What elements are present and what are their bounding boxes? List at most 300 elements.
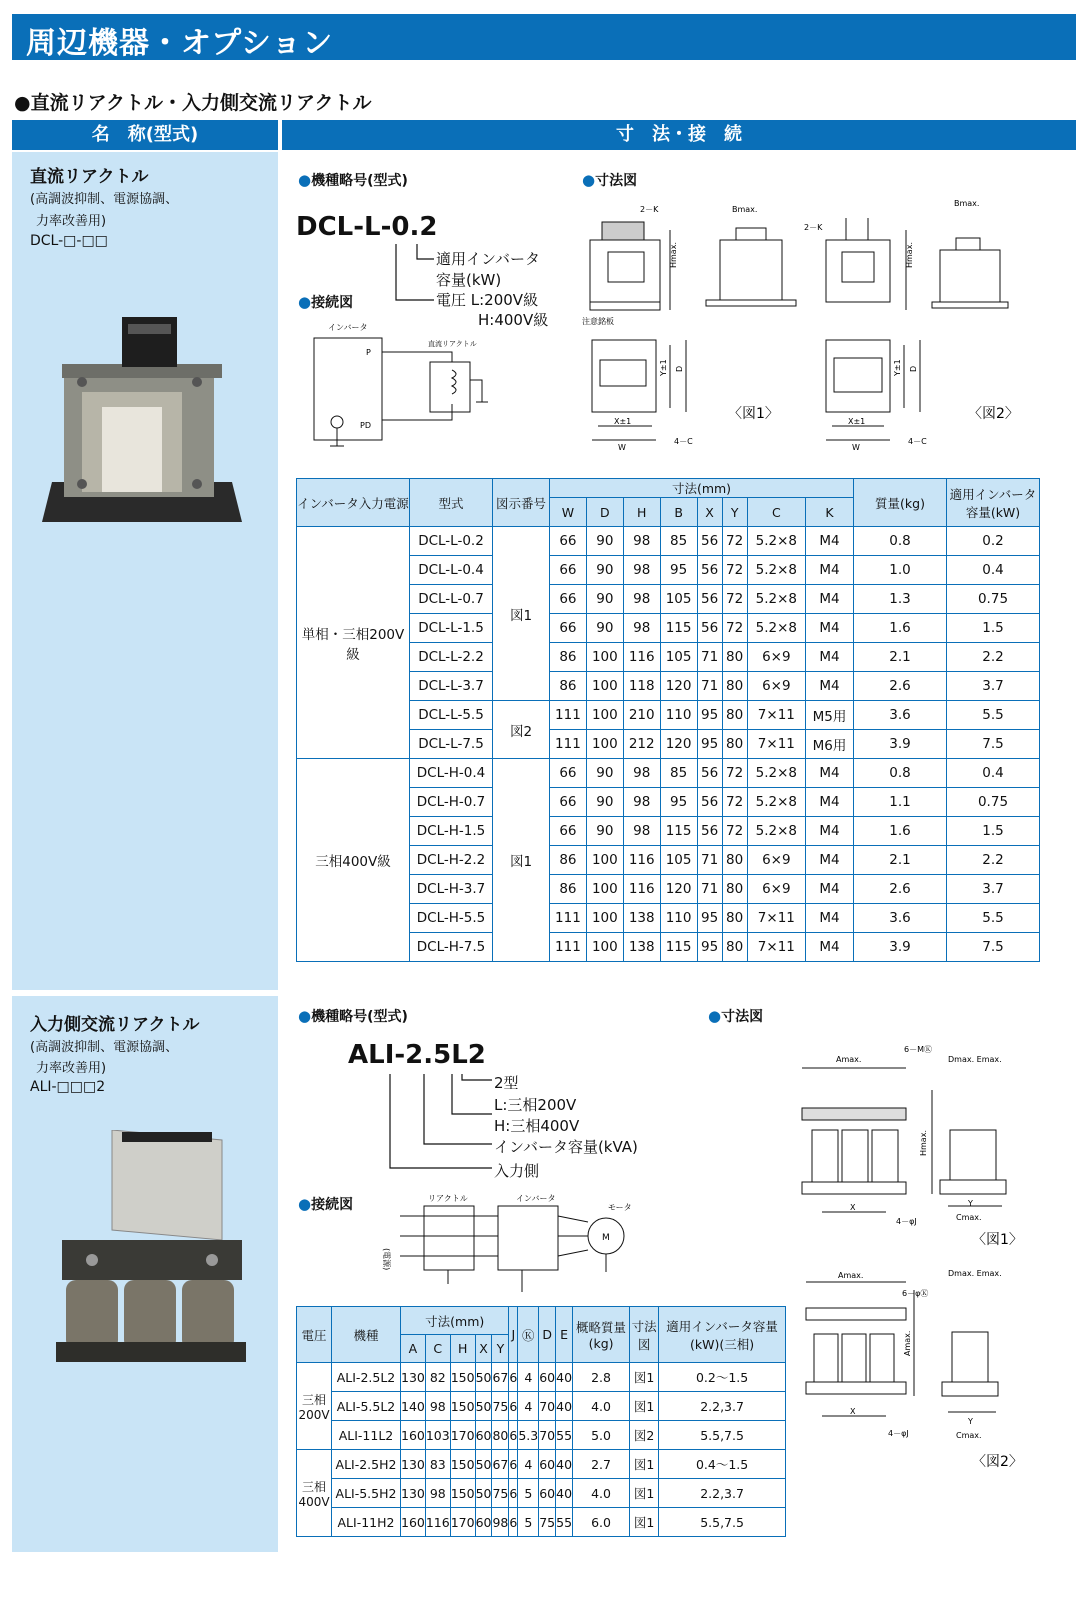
dcl-dim-cell: 210 [623, 701, 660, 730]
ali-dim-hmax: Hmax. [919, 1130, 928, 1156]
ali-note-l: L:三相200V [494, 1096, 577, 1114]
ali-value-cell: 6 [509, 1450, 518, 1479]
dcl-mass-cell: 1.1 [854, 788, 947, 817]
dcl-dim-cell: 5.2×8 [747, 817, 805, 846]
dcl-fig-cell: 図2 [493, 701, 550, 759]
dcl-dim-cell: 6×9 [747, 643, 805, 672]
dcl-dim-cell: 98 [623, 759, 660, 788]
dcl-dim-cell: 100 [586, 643, 623, 672]
dcl-cap-cell: 0.4 [947, 759, 1040, 788]
dcl-dim-cell: 120 [660, 875, 697, 904]
ali-spec-table [296, 1306, 786, 1537]
dcl-dim-cell: 72 [722, 817, 747, 846]
dcl-dim-cell: 100 [586, 730, 623, 759]
dcl-code-leaders [362, 242, 442, 314]
dcl-th-B: B [660, 498, 697, 527]
dcl-model-cell: DCL-H-7.5 [410, 933, 493, 962]
dcl-dim-cell: 80 [722, 933, 747, 962]
ali-th-j: J [509, 1307, 518, 1363]
dcl-cap-cell: 0.75 [947, 788, 1040, 817]
dcl-dim-cell: 6×9 [747, 846, 805, 875]
dcl-dim-cell: M4 [806, 585, 854, 614]
ali-dim-x-1: X [850, 1203, 856, 1212]
ali-value-cell: 4.0 [573, 1479, 630, 1508]
dcl-dim-cell: 116 [623, 875, 660, 904]
dcl-dim-cell: 95 [697, 933, 722, 962]
ali-volt-cell: 三相400V [297, 1450, 332, 1537]
dcl-dim-cell: M4 [806, 672, 854, 701]
dcl-dim-cell: M4 [806, 527, 854, 556]
dcl-dim-cell: 72 [722, 614, 747, 643]
ali-model-cell: ALI-5.5H2 [332, 1479, 401, 1508]
ali-value-cell: 6 [509, 1392, 518, 1421]
dcl-dim-cell: 105 [660, 643, 697, 672]
ali-name-panel [12, 996, 278, 1552]
ali-value-cell: 0.4～1.5 [659, 1450, 786, 1479]
ali-value-cell: 6 [509, 1508, 518, 1537]
dcl-model-cell: DCL-L-3.7 [410, 672, 493, 701]
dcl-power-cell: 三相400V級 [297, 759, 410, 962]
ali-conn-power-label: (電源) [382, 1248, 391, 1271]
dcl-dim-cell: 95 [697, 701, 722, 730]
dcl-dim-cell: 100 [586, 904, 623, 933]
dcl-model-cell: DCL-L-0.7 [410, 585, 493, 614]
dcl-th-H: H [623, 498, 660, 527]
dcl-dim-cell: 100 [586, 846, 623, 875]
ali-model-cell: ALI-2.5H2 [332, 1450, 401, 1479]
ali-value-cell: 50 [475, 1363, 492, 1392]
ali-value-cell: 160 [401, 1421, 426, 1450]
dcl-cap-cell: 3.7 [947, 672, 1040, 701]
ali-dim-phi6: 6－φⓀ [902, 1289, 929, 1298]
ali-value-cell: 図1 [630, 1450, 659, 1479]
ali-th-cap: 適用インバータ容量(kW)(三相) [659, 1307, 786, 1363]
dcl-dim-x-2: X±1 [848, 417, 866, 426]
ali-dim-amax-2: Amax. [838, 1271, 864, 1280]
ali-sub1: (高調波抑制、電源協調、 [30, 1040, 179, 1055]
table-row [297, 1421, 786, 1450]
ali-value-cell: 6 [509, 1363, 518, 1392]
ali-value-cell: 98 [425, 1392, 450, 1421]
dcl-th-cap: 適用インバータ容量(kW) [947, 479, 1040, 527]
dcl-dim-cell: M4 [806, 846, 854, 875]
dcl-mass-cell: 1.3 [854, 585, 947, 614]
ali-value-cell: 5.5,7.5 [659, 1421, 786, 1450]
dcl-dim-cell: 95 [660, 788, 697, 817]
dcl-conn-heading: ●接続図 [298, 293, 354, 311]
ali-value-cell: 98 [492, 1508, 509, 1537]
dcl-dim-hmax-2: Hmax. [905, 242, 914, 268]
dcl-cap-cell: 5.5 [947, 701, 1040, 730]
dcl-mass-cell: 3.9 [854, 933, 947, 962]
dcl-dim-cell: 85 [660, 759, 697, 788]
dcl-dim-cell: 5.2×8 [747, 585, 805, 614]
dcl-dim-cell: 98 [623, 585, 660, 614]
dcl-dim-cell: 6×9 [747, 875, 805, 904]
dcl-dim-cell: 71 [697, 846, 722, 875]
dcl-dim-cell: M4 [806, 643, 854, 672]
dcl-dim-cell: 71 [697, 672, 722, 701]
dcl-dim-cell: M4 [806, 759, 854, 788]
dcl-dim-k-label-2: 2－K [804, 223, 823, 232]
ali-value-cell: 4 [518, 1363, 539, 1392]
ali-value-cell: 130 [401, 1363, 426, 1392]
ali-note-capacity: インバータ容量(kVA) [494, 1138, 638, 1156]
header-dims: 寸 法・接 続 [282, 120, 1076, 150]
dcl-dim-cell: 66 [550, 556, 587, 585]
dcl-dim-cell: 90 [586, 614, 623, 643]
ali-note-type: 2型 [494, 1074, 519, 1092]
dcl-th-fig: 図示番号 [493, 479, 550, 527]
ali-dim-m6: 6－MⓀ [904, 1045, 932, 1054]
dcl-code-heading: ●機種略号(型式) [298, 171, 408, 189]
ali-th-Y: Y [492, 1335, 509, 1363]
ali-th-C: C [425, 1335, 450, 1363]
dcl-model-cell: DCL-L-1.5 [410, 614, 493, 643]
ali-value-cell: 75 [492, 1479, 509, 1508]
dcl-dim-cell: 86 [550, 875, 587, 904]
dcl-cap-cell: 7.5 [947, 730, 1040, 759]
dcl-dim-cell: 66 [550, 788, 587, 817]
dcl-mass-cell: 3.9 [854, 730, 947, 759]
ali-value-cell: 40 [556, 1479, 573, 1508]
ali-connection-diagram [382, 1192, 652, 1302]
dcl-dim-c-1: 4－C [674, 437, 693, 446]
dcl-dim-cell: 118 [623, 672, 660, 701]
dcl-note-inverter: 適用インバータ [436, 250, 540, 268]
dcl-cap-cell: 2.2 [947, 846, 1040, 875]
dcl-th-mass: 質量(kg) [854, 479, 947, 527]
ali-volt-cell: 三相200V [297, 1363, 332, 1450]
dcl-sub1: (高調波抑制、電源協調、 [30, 192, 179, 207]
dcl-dim-w-2: W [852, 443, 860, 452]
dcl-dim-cell: 7×11 [747, 730, 805, 759]
ali-value-cell: 80 [492, 1421, 509, 1450]
ali-value-cell: 5 [518, 1479, 539, 1508]
dcl-model-cell: DCL-L-0.2 [410, 527, 493, 556]
dcl-dim-cell: 56 [697, 614, 722, 643]
dcl-dim-cell: 98 [623, 817, 660, 846]
ali-header-row [297, 1307, 786, 1335]
dcl-mass-cell: 0.8 [854, 527, 947, 556]
dcl-dim-cell: 66 [550, 817, 587, 846]
ali-value-cell: 130 [401, 1450, 426, 1479]
ali-conn-reactor-label: リアクトル [428, 1194, 468, 1203]
dcl-dim-cell: 7×11 [747, 904, 805, 933]
dcl-dim-x-1: X±1 [614, 417, 632, 426]
ali-code-leaders [382, 1072, 502, 1176]
ali-dim-amax-3: Amax. [903, 1330, 912, 1356]
dcl-dim-cell: 115 [660, 614, 697, 643]
dcl-dim-cell: 72 [722, 556, 747, 585]
dcl-conn-p-label: P [366, 348, 371, 357]
ali-value-cell: 130 [401, 1479, 426, 1508]
ali-value-cell: 2.2,3.7 [659, 1479, 786, 1508]
dcl-dim-w-1: W [618, 443, 626, 452]
dcl-model-cell: DCL-L-2.2 [410, 643, 493, 672]
ali-th-volt: 電圧 [297, 1307, 332, 1363]
dcl-dim-cell: 95 [697, 730, 722, 759]
dcl-dim-cell: 138 [623, 933, 660, 962]
dcl-header-row [297, 479, 1040, 498]
ali-fig1-label: 〈図1〉 [972, 1232, 1023, 1248]
dcl-cap-cell: 1.5 [947, 614, 1040, 643]
ali-th-X: X [475, 1335, 492, 1363]
dcl-dim-cell: 90 [586, 585, 623, 614]
ali-model: ALI-□□□2 [30, 1079, 106, 1095]
ali-value-cell: 50 [475, 1392, 492, 1421]
dcl-dim-cell: M4 [806, 556, 854, 585]
dcl-photo [42, 312, 242, 532]
dcl-dim-cell: 98 [623, 556, 660, 585]
dcl-dim-bmax-2: Bmax. [954, 200, 980, 208]
dcl-dims-panel [282, 152, 1076, 990]
dcl-dim-cell: 110 [660, 904, 697, 933]
dcl-fig-cell: 図1 [493, 759, 550, 962]
dcl-dim-y-1: Y±1 [659, 359, 668, 376]
dcl-th-Y: Y [722, 498, 747, 527]
dcl-model-cell: DCL-L-0.4 [410, 556, 493, 585]
ali-value-cell: 図1 [630, 1479, 659, 1508]
ali-value-cell: 116 [425, 1508, 450, 1537]
ali-value-cell: 75 [492, 1392, 509, 1421]
ali-th-model: 機種 [332, 1307, 401, 1363]
page-title-bar [12, 14, 1076, 60]
dcl-dim-cell: 80 [722, 701, 747, 730]
dcl-note-capacity: 容量(kW) [436, 271, 502, 289]
dcl-dim-cell: 56 [697, 788, 722, 817]
dcl-name-panel [12, 152, 278, 990]
dcl-dim-cell: 7×11 [747, 701, 805, 730]
dcl-dim-cell: 100 [586, 933, 623, 962]
dcl-mass-cell: 1.6 [854, 817, 947, 846]
dcl-dim-cell: 100 [586, 701, 623, 730]
ali-note-h: H:三相400V [494, 1117, 580, 1135]
ali-sub2: 力率改善用) [36, 1061, 107, 1076]
ali-value-cell: 150 [450, 1392, 475, 1421]
dcl-dim-cell: 116 [623, 846, 660, 875]
ali-value-cell: 5 [518, 1508, 539, 1537]
dcl-dim-cell: 100 [586, 672, 623, 701]
dcl-dim-cell: 111 [550, 730, 587, 759]
ali-value-cell: 60 [475, 1508, 492, 1537]
ali-dimension-drawings [792, 1040, 1072, 1490]
dcl-dim-cell: 120 [660, 730, 697, 759]
dcl-dim-hmax-1: Hmax. [669, 242, 678, 268]
ali-fig2-label: 〈図2〉 [972, 1454, 1023, 1470]
ali-th-k: Ⓚ [518, 1307, 539, 1363]
table-row [297, 1479, 786, 1508]
dcl-cap-cell: 2.2 [947, 643, 1040, 672]
ali-value-cell: 55 [556, 1421, 573, 1450]
ali-model-code: ALI-2.5L2 [348, 1040, 486, 1070]
dcl-dim-cell: 66 [550, 527, 587, 556]
dcl-dim-plate: 注意銘板 [582, 317, 614, 326]
table-row [297, 759, 1040, 788]
ali-model-cell: ALI-5.5L2 [332, 1392, 401, 1421]
dcl-dim-cell: 105 [660, 846, 697, 875]
dcl-dim-cell: 66 [550, 759, 587, 788]
ali-model-cell: ALI-2.5L2 [332, 1363, 401, 1392]
ali-title: 入力側交流リアクトル [30, 1015, 200, 1035]
dcl-dimension-drawings [578, 200, 1058, 460]
ali-value-cell: 2.8 [573, 1363, 630, 1392]
dcl-dim-cell: 80 [722, 904, 747, 933]
dcl-dim-cell: 7×11 [747, 933, 805, 962]
dcl-dim-c-2: 4－C [908, 437, 927, 446]
dcl-dim-cell: 138 [623, 904, 660, 933]
ali-value-cell: 4 [518, 1392, 539, 1421]
dcl-spec-table [296, 478, 1040, 962]
dcl-th-X: X [697, 498, 722, 527]
dcl-mass-cell: 2.1 [854, 846, 947, 875]
dcl-model-cell: DCL-L-7.5 [410, 730, 493, 759]
dcl-dim-cell: 95 [660, 556, 697, 585]
dcl-dim-cell: M4 [806, 817, 854, 846]
dcl-model: DCL-□-□□ [30, 233, 108, 249]
ali-value-cell: 6.0 [573, 1508, 630, 1537]
ali-th-A: A [401, 1335, 426, 1363]
header-name: 名 称(型式) [12, 120, 278, 150]
dcl-mass-cell: 1.0 [854, 556, 947, 585]
dcl-dim-cell: 100 [586, 875, 623, 904]
dcl-dim-d-2: D [909, 365, 918, 372]
ali-value-cell: 50 [475, 1450, 492, 1479]
dcl-dim-y-2: Y±1 [893, 359, 902, 376]
dcl-dim-cell: 86 [550, 846, 587, 875]
ali-value-cell: 60 [539, 1479, 556, 1508]
dcl-dim-cell: 56 [697, 585, 722, 614]
dcl-dim-cell: 95 [697, 904, 722, 933]
ali-value-cell: 98 [425, 1479, 450, 1508]
dcl-dim-cell: 90 [586, 817, 623, 846]
ali-dim-heading: ●寸法図 [708, 1007, 764, 1025]
dcl-dim-cell: 5.2×8 [747, 759, 805, 788]
dcl-dim-cell: 56 [697, 759, 722, 788]
dcl-dim-cell: 80 [722, 643, 747, 672]
dcl-dim-cell: 5.2×8 [747, 556, 805, 585]
ali-value-cell: 4 [518, 1450, 539, 1479]
dcl-mass-cell: 2.1 [854, 643, 947, 672]
ali-dim-cmax-1: Cmax. [956, 1213, 982, 1222]
ali-value-cell: 図1 [630, 1392, 659, 1421]
ali-dim-dmax-2: Dmax. Emax. [948, 1269, 1002, 1278]
dcl-dim-cell: 80 [722, 875, 747, 904]
ali-value-cell: 40 [556, 1450, 573, 1479]
ali-photo [52, 1130, 252, 1380]
ali-value-cell: 5.5,7.5 [659, 1508, 786, 1537]
ali-value-cell: 70 [539, 1421, 556, 1450]
table-row [297, 527, 1040, 556]
dcl-th-W: W [550, 498, 587, 527]
ali-value-cell: 150 [450, 1450, 475, 1479]
dcl-dim-cell: 120 [660, 672, 697, 701]
ali-value-cell: 160 [401, 1508, 426, 1537]
dcl-model-cell: DCL-H-3.7 [410, 875, 493, 904]
table-row [297, 1392, 786, 1421]
dcl-th-dims: 寸法(mm) [550, 479, 854, 498]
dcl-conn-reactor-label: 直流リアクトル [428, 340, 477, 348]
ali-code-heading: ●機種略号(型式) [298, 1007, 408, 1025]
ali-value-cell: 60 [539, 1450, 556, 1479]
ali-dims-panel [282, 996, 1076, 1552]
dcl-note-400v: H:400V級 [478, 311, 549, 329]
dcl-dim-cell: 90 [586, 759, 623, 788]
dcl-dim-cell: 5.2×8 [747, 788, 805, 817]
dcl-cap-cell: 1.5 [947, 817, 1040, 846]
ali-value-cell: 103 [425, 1421, 450, 1450]
ali-value-cell: 6 [509, 1479, 518, 1508]
dcl-dim-cell: 72 [722, 788, 747, 817]
ali-conn-heading: ●接続図 [298, 1195, 354, 1213]
ali-dim-dmax-1: Dmax. Emax. [948, 1055, 1002, 1064]
ali-note-input: 入力側 [494, 1162, 540, 1180]
dcl-dim-cell: 90 [586, 788, 623, 817]
dcl-dim-cell: 98 [623, 527, 660, 556]
ali-dim-j4-1: 4－φJ [896, 1217, 917, 1226]
ali-value-cell: 67 [492, 1363, 509, 1392]
ali-value-cell: 150 [450, 1479, 475, 1508]
dcl-th-power: インバータ入力電源 [297, 479, 410, 527]
dcl-cap-cell: 0.2 [947, 527, 1040, 556]
dcl-dim-cell: M6用 [806, 730, 854, 759]
dcl-th-C: C [747, 498, 805, 527]
dcl-cap-cell: 0.4 [947, 556, 1040, 585]
dcl-model-cell: DCL-H-0.4 [410, 759, 493, 788]
ali-value-cell: 70 [539, 1392, 556, 1421]
dcl-power-cell: 単相・三相200V級 [297, 527, 410, 759]
ali-dim-x-2: X [850, 1407, 856, 1416]
dcl-th-D: D [586, 498, 623, 527]
dcl-sub2: 力率改善用) [36, 214, 107, 229]
dcl-connection-diagram [302, 320, 502, 460]
ali-th-d: D [539, 1307, 556, 1363]
ali-conn-m-label: M [602, 1233, 610, 1243]
ali-value-cell: 6 [509, 1421, 518, 1450]
dcl-dim-cell: 66 [550, 585, 587, 614]
ali-value-cell: 82 [425, 1363, 450, 1392]
dcl-dim-cell: 116 [623, 643, 660, 672]
dcl-model-cell: DCL-L-5.5 [410, 701, 493, 730]
dcl-dim-heading: ●寸法図 [582, 171, 638, 189]
dcl-dim-cell: 56 [697, 527, 722, 556]
dcl-dim-cell: 71 [697, 643, 722, 672]
dcl-conn-inverter-label: インバータ [328, 323, 368, 332]
ali-value-cell: 図1 [630, 1363, 659, 1392]
dcl-dim-cell: M4 [806, 904, 854, 933]
dcl-dim-cell: 111 [550, 933, 587, 962]
ali-value-cell: 75 [539, 1508, 556, 1537]
dcl-dim-cell: 110 [660, 701, 697, 730]
ali-value-cell: 67 [492, 1450, 509, 1479]
ali-dim-y-2: Y [968, 1417, 973, 1426]
dcl-dim-cell: 115 [660, 817, 697, 846]
ali-dim-cmax-2: Cmax. [956, 1431, 982, 1440]
dcl-mass-cell: 2.6 [854, 875, 947, 904]
ali-value-cell: 60 [539, 1363, 556, 1392]
dcl-dim-cell: 80 [722, 672, 747, 701]
dcl-model-cell: DCL-H-1.5 [410, 817, 493, 846]
dcl-dim-cell: 115 [660, 933, 697, 962]
ali-th-dims: 寸法(mm) [401, 1307, 509, 1335]
dcl-dim-cell: 90 [586, 527, 623, 556]
dcl-dim-cell: 5.2×8 [747, 527, 805, 556]
dcl-dim-d-1: D [675, 365, 684, 372]
ali-value-cell: 4.0 [573, 1392, 630, 1421]
dcl-dim-cell: 56 [697, 556, 722, 585]
dcl-dim-cell: M4 [806, 875, 854, 904]
ali-th-mass: 概略質量(kg) [573, 1307, 630, 1363]
